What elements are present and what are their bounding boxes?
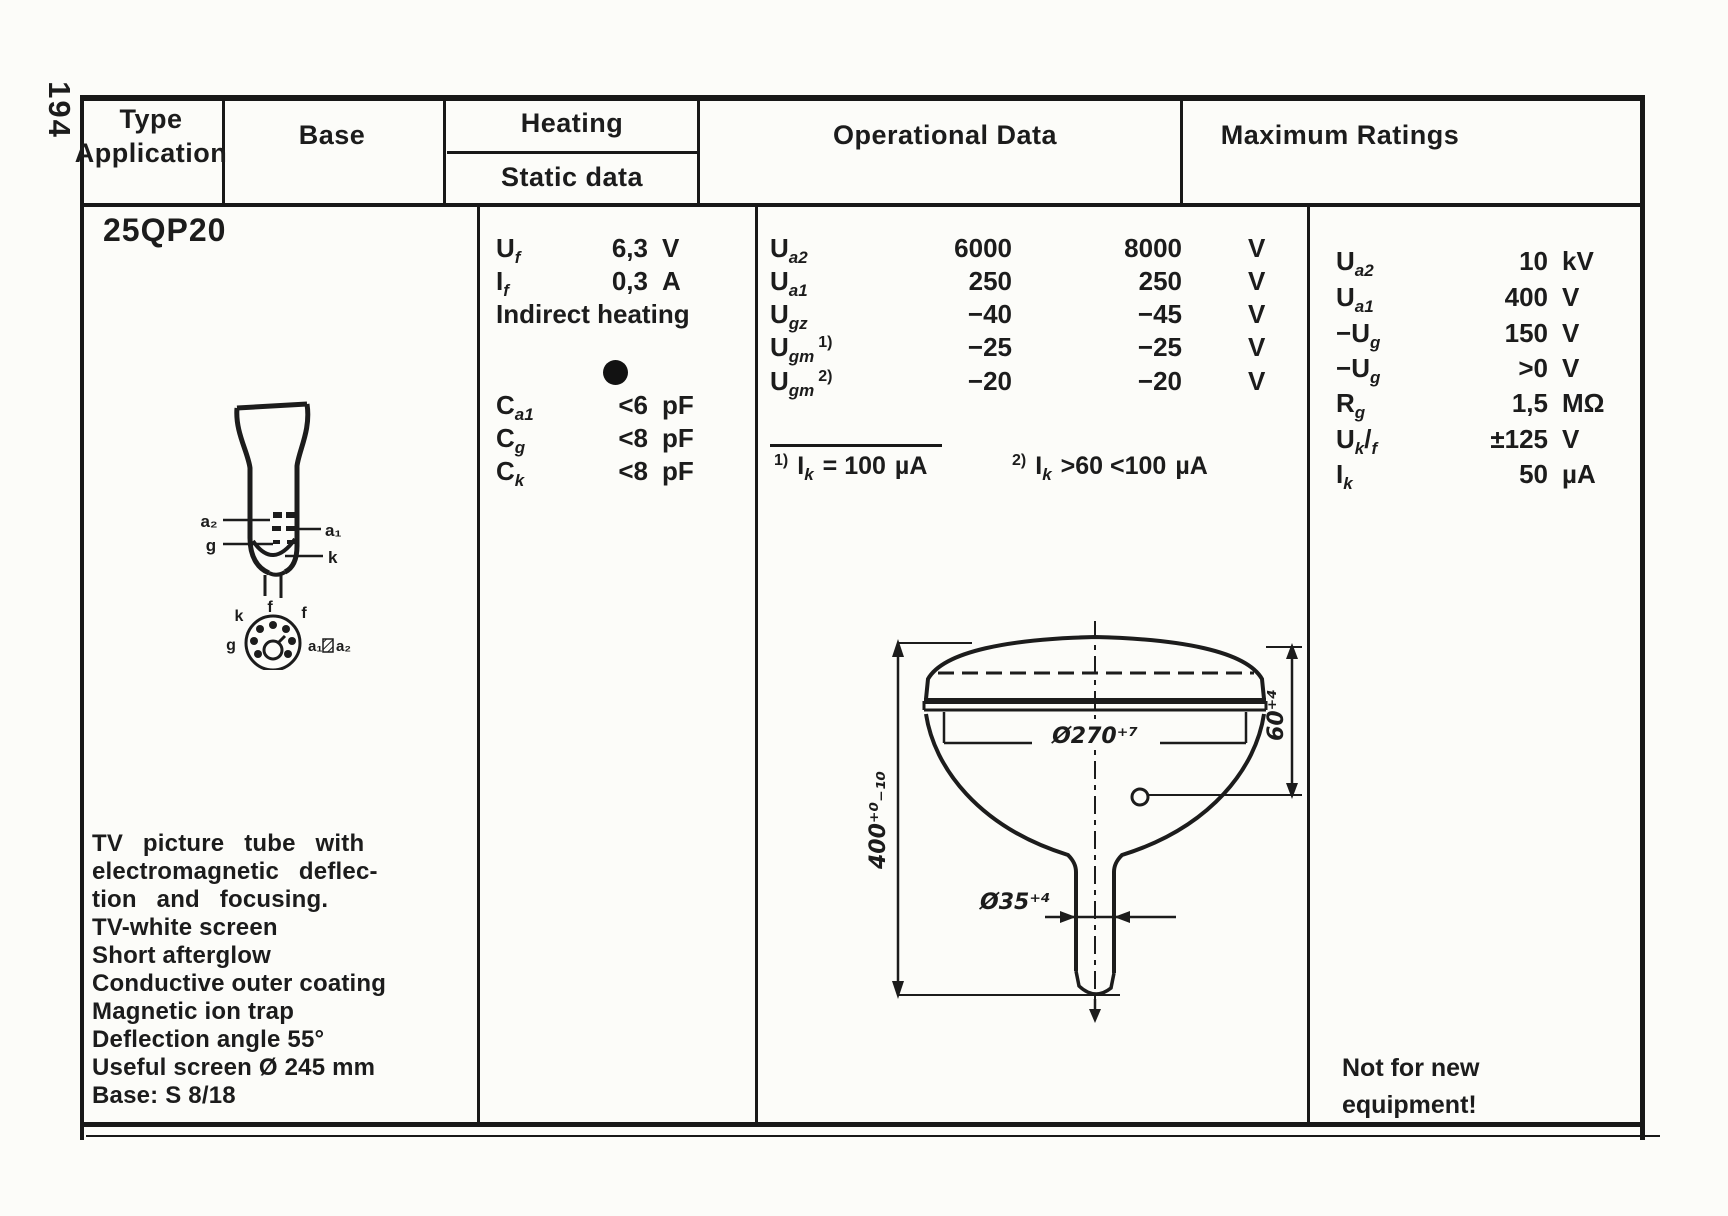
unit: µA: [1562, 459, 1596, 489]
col-header-base: Base: [298, 120, 366, 150]
symbol: $U_{gm}^{1)}$: [770, 332, 833, 366]
table-row: [496, 456, 736, 490]
dim-label-screen: Ø270⁺⁷: [1052, 724, 1138, 749]
tube-structure-diagram: [185, 398, 395, 670]
pin-label-a2: a₂: [336, 638, 352, 655]
neck-stub: [265, 574, 281, 598]
value: 10: [1519, 246, 1548, 276]
symbol: $-U_g$: [1336, 318, 1381, 352]
symbol: $U_k/_f$: [1336, 424, 1378, 458]
col-header-application: Application: [74, 138, 228, 168]
col-header-type: Type: [119, 104, 183, 134]
description-line: electromagnetic deflec-: [92, 858, 378, 885]
unit: pF: [662, 456, 694, 486]
table-row: [1336, 424, 1646, 458]
value-1: 250: [968, 266, 1012, 296]
grid-line: [697, 95, 700, 207]
electrode-label-a1: a₁: [325, 521, 342, 540]
footnote-2: $^{2)}$ $I_k >60 <100$ µA: [1012, 452, 1208, 484]
col-header-maximum: Maximum Ratings: [1220, 120, 1460, 150]
pin-label-g: g: [226, 637, 236, 654]
value: 0,3: [611, 266, 648, 296]
pin-label-a1: a₁: [308, 638, 323, 655]
symbol: $U_{a2}$: [1336, 246, 1374, 280]
value: <8: [618, 423, 648, 453]
note-not-for-new-equipment: [1342, 1050, 1480, 1124]
symbol: $-U_g$: [1336, 353, 1381, 387]
unit: kV: [1562, 246, 1594, 276]
dim-label-neck: Ø35⁺⁴: [980, 890, 1051, 915]
dim-label-height: 400⁺⁰₋₁₀: [866, 770, 891, 870]
grid-line: [443, 95, 446, 207]
unit: MΩ: [1562, 388, 1605, 418]
hatch-mark: [323, 639, 333, 652]
table-row: [770, 299, 1300, 333]
value: >0: [1518, 353, 1548, 383]
symbol: $U_{a1}$: [1336, 282, 1374, 316]
unit: V: [1562, 282, 1580, 312]
pin-label-f-top: f: [267, 599, 273, 616]
getter-dot: [603, 360, 628, 385]
unit: V: [1562, 318, 1580, 348]
description-line: Short afterglow: [92, 942, 272, 969]
tube-description: [92, 830, 474, 1110]
col-header-static-data: Static data: [500, 162, 644, 192]
table-row: [1336, 246, 1646, 280]
page-number: 194: [41, 81, 77, 139]
grid-line: [755, 203, 758, 1124]
heating-note: Indirect heating: [496, 299, 690, 329]
table-row: [1336, 353, 1646, 387]
unit: V: [1562, 424, 1580, 454]
description-line: Useful screen Ø 245 mm: [92, 1054, 376, 1081]
grid-line: [477, 203, 480, 1124]
grid-line: [1180, 95, 1183, 207]
description-line: Base: S 8/18: [92, 1082, 236, 1109]
symbol: $C_k$: [496, 456, 525, 490]
pin-label-f-right: f: [301, 605, 307, 622]
table-row: [496, 390, 736, 424]
note-line: equipment!: [1342, 1091, 1477, 1119]
unit: V: [1248, 299, 1266, 329]
value-1: −40: [967, 299, 1012, 329]
heating-underline: [447, 151, 697, 154]
symbol: $I_f$: [496, 266, 509, 300]
description-line: tion and focusing.: [92, 886, 329, 913]
grid-line: [80, 95, 1645, 101]
dim-label-rim: 60⁺⁴: [1264, 689, 1289, 741]
grid-line: [80, 203, 1645, 207]
table-row: [496, 233, 736, 267]
base-pinout: [226, 599, 351, 670]
symbol: $U_{a2}$: [770, 233, 808, 267]
tube-type: 25QP20: [103, 212, 227, 248]
symbol: $U_f$: [496, 233, 521, 267]
value-2: 8000: [1124, 233, 1182, 263]
description-line: TV picture tube with: [92, 830, 365, 857]
symbol: $I_k$: [797, 452, 814, 484]
value: 150: [1504, 318, 1548, 348]
table-row: [770, 266, 1300, 300]
description-line: Conductive outer coating: [92, 970, 387, 997]
symbol: $U_{gm}^{2)}$: [770, 366, 833, 400]
value-2: 250: [1138, 266, 1182, 296]
value: 6,3: [611, 233, 648, 263]
table-row: [770, 233, 1300, 267]
value-1: −25: [967, 332, 1012, 362]
table-row: [1336, 318, 1646, 352]
description-line: TV-white screen: [92, 914, 278, 941]
grid-line: [80, 95, 84, 1140]
symbol: $U_{gz}$: [770, 299, 808, 333]
value-2: −25: [1137, 332, 1182, 362]
unit: A: [662, 266, 681, 296]
table-row: [496, 266, 736, 300]
value: ±125: [1490, 424, 1548, 454]
footnote-1: $^{1)}$ $I_k = 100$ µA: [774, 452, 928, 484]
note-line: Not for new: [1342, 1054, 1480, 1082]
symbol: $I_k$: [1336, 459, 1353, 493]
symbol: $C_{a1}$: [496, 390, 534, 424]
value: 50: [1519, 459, 1548, 489]
unit: V: [1248, 366, 1266, 396]
pin-label-k: k: [234, 608, 244, 625]
unit: V: [662, 233, 680, 263]
electrode-label-g: g: [205, 536, 217, 555]
tube-dimension-drawing: [840, 615, 1320, 1027]
footnotes: [770, 452, 1310, 488]
grid-line: [86, 1135, 1660, 1137]
symbol: $C_g$: [496, 423, 526, 457]
electrode-label-a2: a₂: [200, 512, 218, 531]
value-2: −20: [1137, 366, 1182, 396]
value: <8: [618, 456, 648, 486]
value: 400: [1504, 282, 1548, 312]
anode-button: [1132, 789, 1148, 805]
table-row: [496, 423, 736, 457]
unit: pF: [662, 423, 694, 453]
electrode-label-k: k: [328, 548, 338, 567]
unit: V: [1562, 353, 1580, 383]
table-row: [1336, 459, 1646, 493]
description-line: Deflection angle 55°: [92, 1026, 325, 1053]
table-row: [770, 332, 1300, 366]
unit: V: [1248, 233, 1266, 263]
value: <6: [618, 390, 648, 420]
col-header-operational: Operational Data: [832, 120, 1058, 150]
table-row: [1336, 282, 1646, 316]
value: 1,5: [1511, 388, 1548, 418]
symbol: $R_g$: [1336, 388, 1366, 422]
symbol: $I_k$: [1035, 452, 1052, 484]
unit: V: [1248, 332, 1266, 362]
base-tip-arrow: [1089, 999, 1101, 1023]
unit: V: [1248, 266, 1266, 296]
tube-side-view: [237, 404, 308, 575]
value-2: −45: [1137, 299, 1182, 329]
leader-lines: [223, 520, 323, 556]
symbol: $U_{a1}$: [770, 266, 808, 300]
description-line: Magnetic ion trap: [92, 998, 295, 1025]
table-row: [1336, 388, 1646, 422]
value-1: 6000: [954, 233, 1012, 263]
footnote-rule: [770, 444, 942, 447]
col-header-heating: Heating: [520, 108, 624, 138]
unit: pF: [662, 390, 694, 420]
value-1: −20: [967, 366, 1012, 396]
table-row: [770, 366, 1300, 400]
